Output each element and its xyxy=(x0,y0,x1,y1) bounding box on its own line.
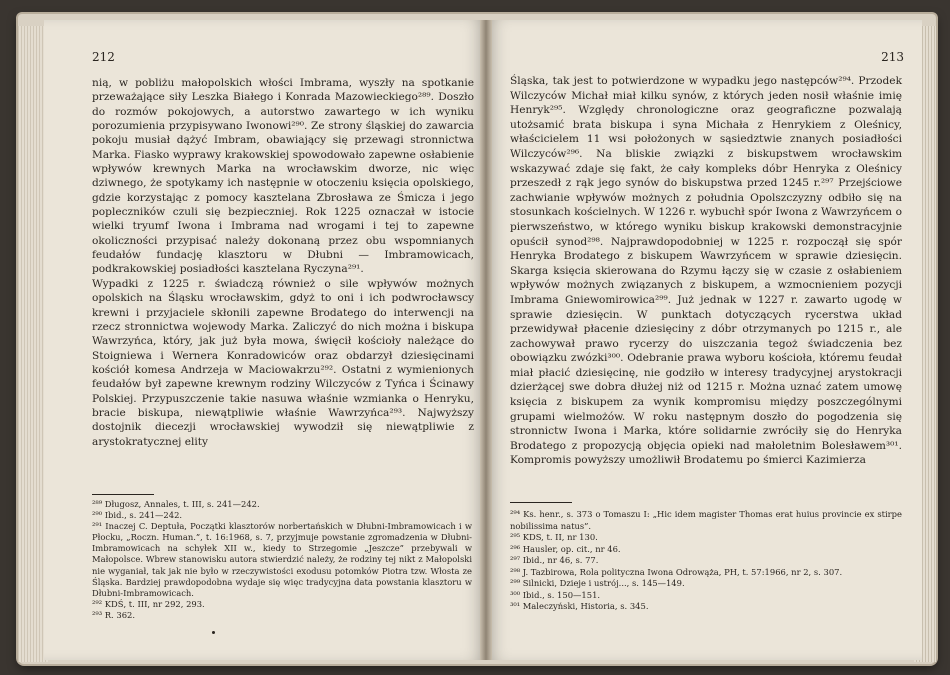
ink-spot xyxy=(212,631,215,634)
page-number: 213 xyxy=(881,50,904,64)
footnotes: ²⁹⁴ Ks. henr., s. 373 o Tomaszu I: „Hic idem magister Thomas erat huius provincie ex stirpe nobilissima natus”. ²⁹⁵ KDS, t. II, nr 130. ²⁹⁶ Hausler, op. cit., nr 46. ²⁹⁷ Ibid., nr 46, s. 77. ²⁹⁸ J. Tazbirowa, Rola polityczna Iwona Odrowąża, PH, t. 57:1966, nr 2, s. 307. ²⁹⁹ Silnicki, Dzieje i ustrój..., s. 145—149. ³⁰⁰ Ibid., s. 150—151. ³⁰¹ Maleczyński, Historia, s. 345. xyxy=(510,509,902,611)
footnotes: ²⁸⁹ Długosz, Annales, t. III, s. 241—242. ²⁹⁰ Ibid., s. 241—242. ²⁹¹ Inaczej C. Deptuła, Początki klasztorów norbertańskich w Dłubni-Imbramowicach i w Płocku, „Roczn. Human.”, t. 16:1968, s. 7, przyjmuje powstanie zgromadzenia w Dłubni-Imbramowicach na schyłek XII w., kiedy to Strzegomie „Jeszcze” przebywali w Małopolsce. Wbrew stanowisku autora stwierdzić należy, że rodziny tej nikt z Małopolski nie wyganiał, tak jak nie było w rzeczywistości exodusu potomków Piotra tzw. Włosta ze Śląska. Bardziej prawdopodobna wydaje się więc tradycyjna data powstania klasztoru w Dłubni-Imbramowicach. ²⁹² KDŚ, t. III, nr 292, 293. ²⁹³ R. 362. xyxy=(92,499,472,620)
book-gutter xyxy=(480,20,492,660)
main-text: nią, w pobliżu małopolskich włości Imbrama, wyszły na spotkanie przeważające siły Leszka Białego i Konrada Mazowieckiego²⁸⁹. Doszło do rozmów pokojowych, a autorstwo zawartego w ich wyniku porozumienia przypisywano Iwonowi²⁹⁰. Ze strony śląskiej do zawarcia pokoju musiał dążyć Imbram, obawiający się przewagi stronnictwa Marka. Fiasko wyprawy krakowskiej spowodowało zapewne osłabienie wpływów krewnych Marka na wrocławskim dworze, nic więc dziwnego, że spotykamy ich następnie w otoczeniu księcia opolskiego, gdzie korzystając z pomocy kasztelana Zbrosława ze Śmicza i jego popleczników czuli się bezpieczniej. Rok 1225 oznaczał w istocie wielki tryumf Iwona i Imbrama nad wrogami i tej to zapewne okoliczności przypisać należy dokonaną przez obu wspomnianych feudałów fundację klasztoru w Dłubni — Imbramowicach, podkrakowskiej posiadłości kasztelana Ryczyna²⁹¹. Wypadki z 1225 r. świadczą również o sile wpływów możnych opolskich na Śląsku wrocławskim, gdyż to oni i ich podwrocławscy krewni i przyjaciele skłonili zapewne Brodatego do interwencji na rzecz stronnictwa wojewody Marka. Zaliczyć do nich można i biskupa Wawrzyńca, który, jak już była mowa, święcił kościoły należące do Stoigniewa i Wernera Konradowiców oraz obdarzył dziesięcinami kościół komesa Andrzeja w Maciowakrzu²⁹². Ostatni z wymienionych feudałów był zapewne krewnym rodziny Wilczyców z Tyńca i Ścinawy Polskiej. Przypuszczenie takie nasuwa właśnie wzmianka o Henryku, bracie biskupa, niewątpliwie właśnie Wawrzyńca²⁹³. Najwyższy dostojnik diecezji wrocławskiej wywodził się niewątpliwie z arystokratycznej elity xyxy=(92,77,474,448)
page-number: 212 xyxy=(92,50,115,64)
right-page xyxy=(486,20,922,660)
main-text: Śląska, tak jest to potwierdzone w wypadku jego następców²⁹⁴. Przodek Wilczyców Michał miał kilku synów, z których jeden nosił właśnie imię Henryk²⁹⁵. Względy chronologiczne oraz geograficzne pozwalają utożsamić brata biskupa i syna Michała z Henrykiem z Oleśnicy, właścicielem 11 wsi położonych w sąsiedztwie znanych posiadłości Wilczyców²⁹⁶. Na bliskie związki z biskupstwem wrocławskim wskazywać zdaje się fakt, że cały kompleks dóbr Henryka z Oleśnicy przeszedł z rąk jego synów do biskupstwa przed 1245 r.²⁹⁷ Przejściowe zachwianie wpływów możnych z południa Opolszczyzny odbiło się na stosunkach kościelnych. W 1226 r. wybuchł spór Iwona z Wawrzyńcem o pierwszeństwo, w którego wyniku biskup krakowski demonstracyjnie opuścił synod²⁹⁸. Najprawdopodobniej w 1225 r. rozpoczął się spór Henryka Brodatego z biskupem Wawrzyńcem w sprawie dziesięcin. Skarga księcia skierowana do Rzymu łączy się w czasie z osłabieniem wpływów możnych związanych z biskupem, a wzmocnieniem pozycji Imbrama Gniewomirowica²⁹⁹. Już jednak w 1227 r. zawarto ugodę w sprawie dziesięcin. W punktach dotyczących rycerstwa układ przewidywał płacenie dziesięciny z dóbr otrzymanych po 1215 r., ale zachowywał prawo rycerzy do uiszczania tegoż świadczenia bez obowiązku zwózki³⁰⁰. Odebranie prawa wyboru kościoła, któremu feudał miał płacić dziesięcinę, nie godziło w interesy tradycyjnej arystokracji dzierżącej swe dobra dłużej niż od 1215 r. Można uznać zatem umowę księcia z biskupem za wynik kompromisu między poszczególnymi grupami wielmożów. W roku następnym doszło do pogodzenia się stronnictw Iwona i Marka, które solidarnie zwróciły się do Henryka Brodatego z propozycją objęcia opieki nad małoletnim Bolesławem³⁰¹. Kompromis powyższy umożliwił Brodatemu po śmierci Kazimierza xyxy=(510,75,902,467)
left-page xyxy=(44,20,486,660)
footnote-rule xyxy=(510,502,572,503)
footnote-rule xyxy=(92,494,154,495)
